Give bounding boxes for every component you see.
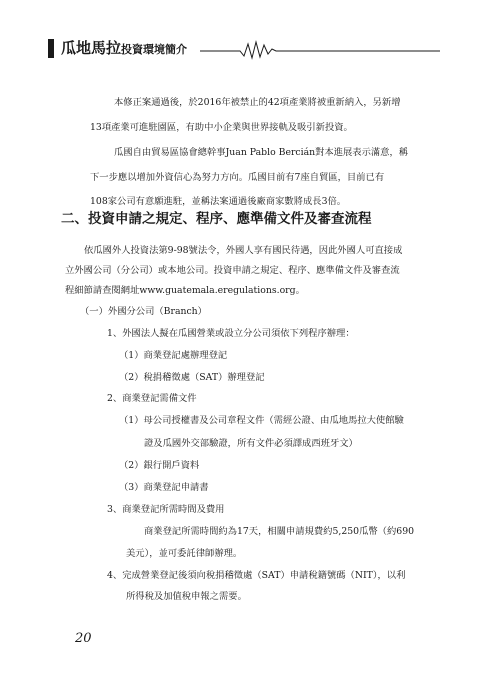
section-intro-line2: 立外國公司（分公司）或本地公司。投資申請之規定、程序、應準備文件及審查流 (65, 265, 400, 276)
branch-item3-line1: 商業登記所需時間約為17天，相關申請規費約5,250瓜幣（約690 (144, 526, 415, 537)
page-number: 20 (75, 631, 92, 646)
branch-title: （一）外國分公司（Branch） (80, 306, 207, 317)
branch-item2: 2、商業登記需備文件 (107, 393, 197, 404)
para2-line2: 下一步應以增加外資信心為努力方向。瓜國目前有7座自貿區，目前已有 (90, 172, 385, 183)
branch-item4-line2: 所得稅及加值稅申報之需要。 (126, 591, 247, 602)
para1-line2: 13項產業可進駐園區，有助中小企業與世界接軌及吸引新投資。 (90, 122, 353, 133)
branch-item2-1-line2: 證及瓜國外交部驗證，所有文件必須譯成西班牙文） (144, 438, 358, 449)
branch-item1-2: （2）稅捐稽徵處（SAT）辦理登記 (119, 372, 265, 383)
para2-line3: 108家公司有意願進駐，並稱法案通過後廠商家數將成長3倍。 (90, 196, 347, 207)
section-heading: 二、投資申請之規定、程序、應準備文件及審查流程 (61, 211, 372, 227)
branch-item1-1: （1）商業登記處辦理登記 (119, 350, 228, 361)
branch-item1: 1、外國法人擬在瓜國營業或設立分公司須依下列程序辦理： (107, 328, 355, 339)
branch-item4-line1: 4、完成營業登記後須向稅捐稽徵處（SAT）申請稅籍號碼（NIT），以利 (107, 570, 406, 581)
section-intro-line3: 程細節請查閱網址www.guatemala.eregulations.org。 (65, 285, 305, 296)
header-title-main: 瓜地馬拉 (61, 39, 122, 57)
header-waveform-line (0, 38, 480, 62)
branch-item3-line2: 美元），並可委託律師辦理。 (126, 548, 243, 559)
branch-item3: 3、商業登記所需時間及費用 (107, 504, 225, 515)
para2-line1: 瓜國自由貿易區協會總幹事Juan Pablo Bercián對本進展表示滿意，稱 (114, 147, 409, 158)
section-intro-line1: 依瓜國外人投資法第9-98號法令，外國人享有國民待遇，因此外國人可直接成 (84, 245, 403, 256)
para1-line1: 本修正案通過後，於2016年被禁止的42項產業將被重新納入，另新增 (114, 97, 401, 108)
header-title-sub: 投資環境簡介 (121, 43, 188, 56)
branch-item2-2: （2）銀行開戶資料 (119, 460, 200, 471)
branch-item2-1-line1: （1）母公司授權書及公司章程文件（需經公證、由瓜地馬拉大使館驗 (119, 415, 404, 426)
branch-item2-3: （3）商業登記申請書 (119, 482, 209, 493)
